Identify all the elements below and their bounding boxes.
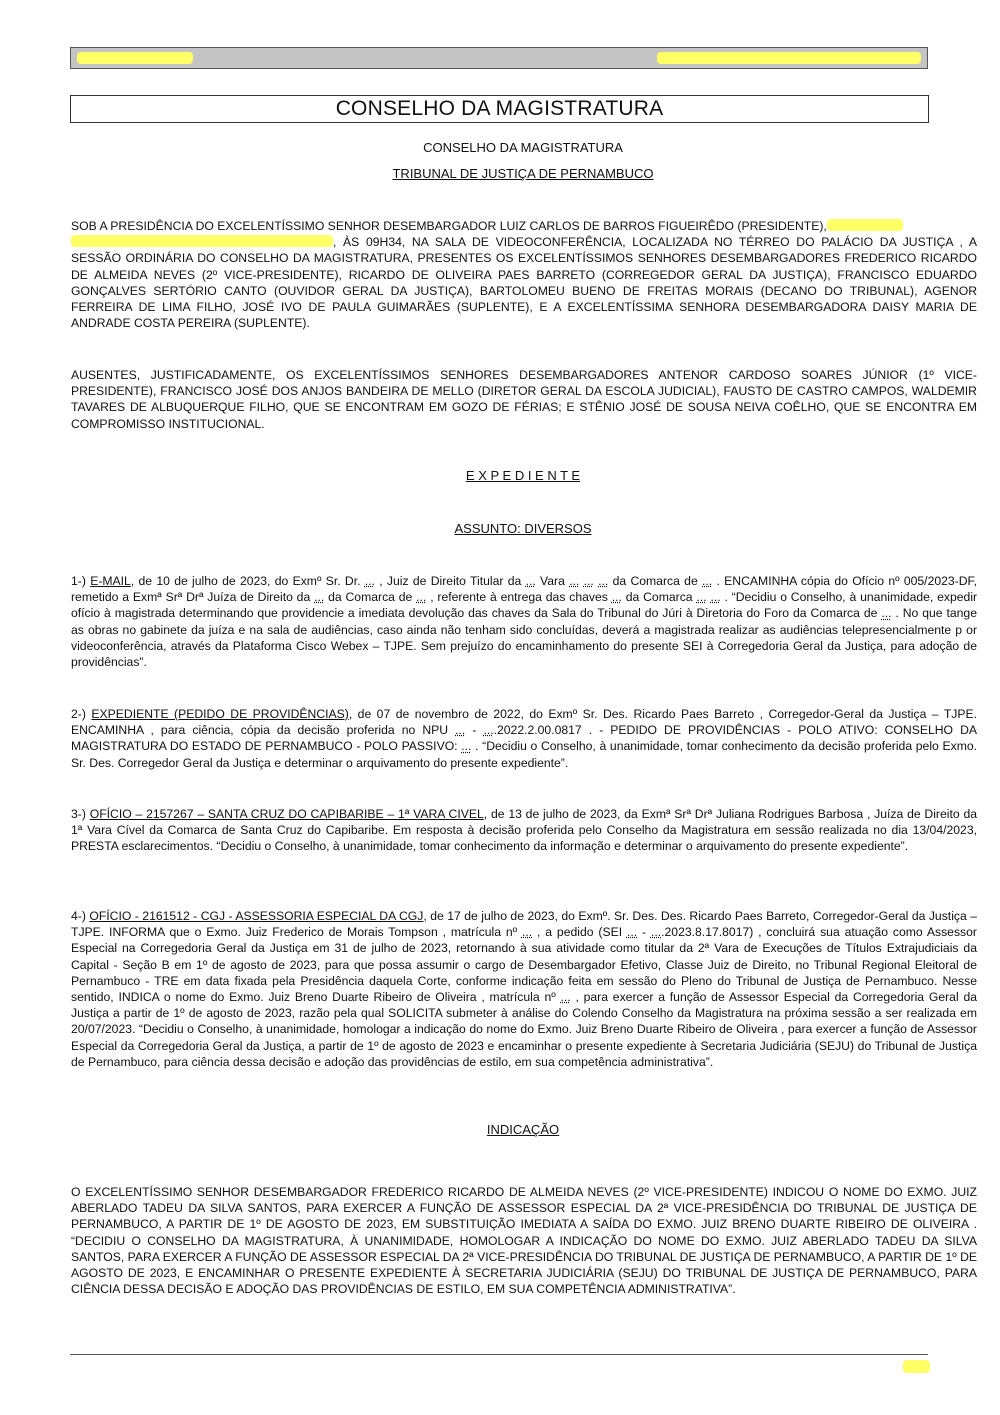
- section-heading-indicacao: INDICAÇÃO: [486, 1122, 560, 1137]
- item-3: 3-) OFÍCIO – 2157267 – SANTA CRUZ DO CAPIBARIBE – 1ª VARA CIVEL, de 13 de julho de 2023, da Exmª Srª Drª Juliana Rodrigues Barbosa , Juíza de Direito da 1ª Vara Cível da Comarca de Santa Cruz do Capibaribe. Em resposta à decisão proferida pelo Conselho da Magistratura em sessão realizada no dia 13/04/2023, PRESTA esclarecimentos. “Decidiu o Conselho, à unanimidade, tomar conhecimento da informação e determinar o arquivamento do presente expediente”.: [71, 807, 977, 854]
- redaction-highlight: [71, 235, 333, 247]
- section-heading-expediente: E X P E D I E N T E: [465, 468, 581, 483]
- item-3-heading: OFÍCIO – 2157267 – SANTA CRUZ DO CAPIBARIBE – 1ª VARA CIVEL: [89, 807, 484, 821]
- section-heading-assunto: ASSUNTO: DIVERSOS: [454, 521, 592, 536]
- item-2: 2-) EXPEDIENTE (PEDIDO DE PROVIDÊNCIAS), de 07 de novembro de 2022, do Exmº Sr. Des. Ricardo Paes Barreto , Corregedor-Geral da Justiça – TJPE. ENCAMINHA , para ciência, cópia da decisão proferida no NPU ... - ....2022.2.00.0817 . - PEDIDO DE PROVIDÊNCIAS - POLO ATIVO: CONSELHO DA MAGISTRATURA DO ESTADO DE PERNAMBUCO - POLO PASSIVO: ... . “Decidiu o Conselho, à unanimidade, tomar conhecimento da decisão proferida pelo Exmo. Sr. Des. Corregedor Geral da Justiça e determinar o arquivamento do presente expediente”.: [71, 707, 978, 770]
- item-1: 1-) E-MAIL, de 10 de julho de 2023, do Exmº Sr. Dr. ... , Juiz de Direito Titular da ... Vara ... ... ... da Comarca de ... . ENCAMINHA cópia do Ofício nº 005/2023-DF, remetido a Exmª Srª Drª Juíza de Direito da ... da Comarca de ... , referente à entrega das chaves ... da Comarca ... ... . “Decidiu o Conselho, à unanimidade, expedir ofício à magistrada determinando que providencie a imediata devolução das chaves da Sala do Tribunal do Júri à Diretoria do Foro da Comarca de ... . No que tange as obras no gabinete da juíza e na sala de audiências, caso ainda não tenham sido concluídas, deverá a magistrada realizar as audiências telepresencialmente p or videoconferência, através da Plataforma Cisco Webex – TJPE. Sem prejuízo do encaminhamento do presente SEI à Corregedoria Geral da Justiça, para adoção de providências”.: [71, 574, 978, 670]
- item-4: 4-) OFÍCIO - 2161512 - CGJ - ASSESSORIA ESPECIAL DA CGJ, de 17 de julho de 2023, do Exmº. Sr. Des. Des. Ricardo Paes Barreto, Corregedor-Geral da Justiça – TJPE. INFORMA que o Exmo. Juiz Frederico de Morais Tompson , matrícula nº ... , a pedido (SEI ... - ....2023.8.17.8017) , concluirá sua atuação como Assessor Especial na Corregedoria Geral da Justiça em 31 de julho de 2023, retornando à sua atividade como titular da 2ª Vara de Execuções de Títulos Extrajudiciais da Capital - Seção B em 1º de agosto de 2023, para que possa assumir o cargo de Desembargador Efetivo, Classe Juiz de Direito, no Tribunal Regional Eleitoral de Pernambuco - TRE em data fixada pela Presidência daquela Corte, conforme indicação feita em sessão do Pleno do Tribunal de Justiça de Pernambuco. Nesse sentido, INDICA o nome do Exmo. Juiz Breno Duarte Ribeiro de Oliveira , matrícula nº ... , para exercer a função de Assessor Especial da Corregedoria Geral da Justiça a partir de 1º de agosto de 2023, razão pela qual SOLICITA submeter à análise do Colendo Conselho da Magistratura na próxima sessão a ser realizada em 20/07/2023. “Decidiu o Conselho, à unanimidade, homologar a indicação do nome do Exmo. Juiz Breno Duarte Ribeiro de Oliveira , para exercer a função de Assessor Especial da Corregedoria Geral da Justiça, a partir de 1º de agosto de 2023 e encaminhar o presente expediente à Secretaria Judiciária (SEJU) do Tribunal de Justiça de Pernambuco, para ciência dessa decisão e adoção das providências de estilo, em sua competência administrativa”.: [71, 909, 978, 1069]
- item-2-heading: EXPEDIENTE (PEDIDO DE PROVIDÊNCIAS): [91, 707, 349, 721]
- indicacao-paragraph: O EXCELENTÍSSIMO SENHOR DESEMBARGADOR FREDERICO RICARDO DE ALMEIDA NEVES (2º VICE-PRESIDENTE) INDICOU O NOME DO EXMO. JUIZ ABERLADO TADEU DA SILVA SANTOS, PARA EXERCER A FUNÇÃO DE ASSESSOR ESPECIAL DA 2ª VICE-PRESIDÊNCIA DO TRIBUNAL DE JUSTIÇA DE PERNAMBUCO, A PARTIR DE 1º DE AGOSTO DE 2023, EM SUBSTITUIÇÃO IMEDIATA A SAÍDA DO EXMO. JUIZ BRENO DUARTE RIBEIRO DE OLIVEIRA . “DECIDIU O CONSELHO DA MAGISTRATURA, À UNANIMIDADE, HOMOLOGAR A INDICAÇÃO DO NOME DO EXMO. JUIZ ABERLADO TADEU DA SILVA SANTOS, PARA EXERCER A FUNÇÃO DE ASSESSOR ESPECIAL DA 2ª VICE-PRESIDÊNCIA DO TRIBUNAL DE JUSTIÇA DE PERNAMBUCO, A PARTIR DE 1º DE AGOSTO DE 2023, E ENCAMINHAR O PRESENTE EXPEDIENTE À SECRETARIA JUDICIÁRIA (SEJU) DO TRIBUNAL DE JUSTIÇA DE PERNAMBUCO, PARA CIÊNCIA DESSA DECISÃO E ADOÇÃO DAS PROVIDÊNCIAS DE ESTILO, EM SUA COMPETÊNCIA ADMINISTRATIVA”.: [71, 1185, 977, 1297]
- redacted-header-bar: [70, 47, 928, 69]
- item-1-heading: E-MAIL: [90, 574, 131, 588]
- opening-paragraph: SOB A PRESIDÊNCIA DO EXCELENTÍSSIMO SENHOR DESEMBARGADOR LUIZ CARLOS DE BARROS FIGUEIRÊDO (PRESIDENTE), , ÀS 09H34, NA SALA DE VIDEOCONFERÊNCIA, LOCALIZADA NO TÉRREO DO PALÁCIO DA JUSTIÇA , A SESSÃO ORDINÁRIA DO CONSELHO DA MAGISTRATURA, PRESENTES OS EXCELENTÍSSIMOS SENHORES DESEMBARGADORES FREDERICO RICARDO DE ALMEIDA NEVES (2º VICE-PRESIDENTE), RICARDO DE OLIVEIRA PAES BARRETO (CORREGEDOR GERAL DA JUSTIÇA), FRANCISCO EDUARDO GONÇALVES SERTÓRIO CANTO (OUVIDOR GERAL DA JUSTIÇA), BARTOLOMEU BUENO DE FREITAS MORAIS (DECANO DO TRIBUNAL), AGENOR FERREIRA DE LIMA FILHO, JOSÉ IVO DE PAULA GUIMARÃES (SUPLENTE), E A EXCELENTÍSSIMA SENHORA DESEMBARGADORA DAISY MARIA DE ANDRADE COSTA PEREIRA (SUPLENTE).: [71, 219, 977, 331]
- item-4-heading: OFÍCIO - 2161512 - CGJ - ASSESSORIA ESPECIAL DA CGJ: [89, 909, 424, 923]
- council-subtitle: CONSELHO DA MAGISTRATURA: [423, 140, 623, 155]
- redaction-highlight: [903, 1360, 930, 1373]
- court-name: TRIBUNAL DE JUSTIÇA DE PERNAMBUCO: [392, 166, 654, 181]
- absent-paragraph: AUSENTES, JUSTIFICADAMENTE, OS EXCELENTÍSSIMOS SENHORES DESEMBARGADORES ANTENOR CARDOSO SOARES JÚNIOR (1º VICE-PRESIDENTE), FRANCISCO JOSÉ DOS ANJOS BANDEIRA DE MELLO (DIRETOR GERAL DA ESCOLA JUDICIAL), FAUSTO DE CASTRO CAMPOS, WALDEMIR TAVARES DE ALBUQUERQUE FILHO, QUE SE ENCONTRAM EM GOZO DE FÉRIAS; E STÊNIO JOSÉ DE SOUSA NEIVA COÊLHO, QUE SE ENCONTRA EM COMPROMISSO INSTITUCIONAL.: [71, 368, 977, 431]
- redaction-highlight: [827, 219, 903, 231]
- redaction-highlight: [657, 52, 921, 64]
- redaction-highlight: [77, 52, 193, 64]
- footer-divider: [70, 1354, 928, 1355]
- document-title: CONSELHO DA MAGISTRATURA: [70, 95, 929, 123]
